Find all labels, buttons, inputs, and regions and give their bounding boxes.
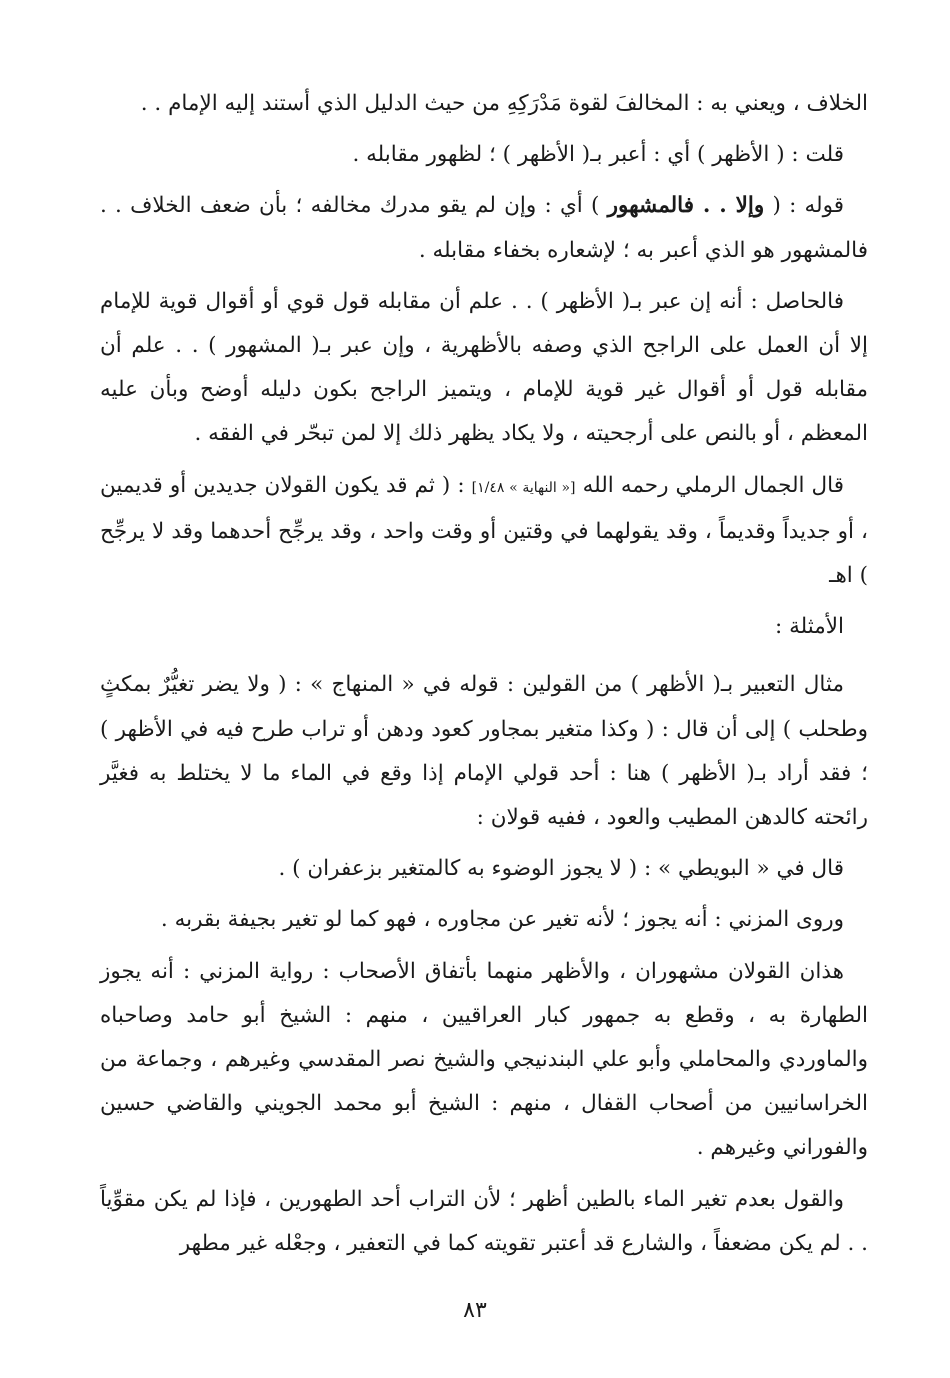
paragraph-6: مثال التعبير بـ( الأظهر ) من القولين : قوله في « المنهاج » : ( ولا يضر تغيُّرٌ بمكثٍ وطحلب ) إلى أن قال : ( وكذا متغير بمجاور كعود ودهن أو تراب طرح فيه في الأظهر ) ؛ فقد أراد بـ( الأظهر ) هنا : أحد قولي الإمام إذا وقع في الماء ما لا يختلط به فغيَّر رائحته كالدهن المطيب والعود ، ففيه قولان : [100,672,868,831]
paragraph-5-start: قال الجمال الرملي رحمه الله [582,472,844,498]
paragraph-10: والقول بعدم تغير الماء بالطين أظهر ؛ لأن التراب أحد الطهورين ، فإذا لم يكن مقوِّياً . . لم يكن مضعفاً ، والشارع قد أعتبر تقويته كما في التعفير ، وجعْله غير مطهر [100,1186,868,1256]
paragraph-3 [100,184,868,272]
body-text [100,82,868,1266]
paragraph-8: وروى المزني : أنه يجوز ؛ لأنه تغير عن مجاوره ، فهو كما لو تغير بجيفة بقربه . [160,907,844,933]
paragraph-9: هذان القولان مشهوران ، والأظهر منهما بأتفاق الأصحاب : رواية المزني : أنه يجوز الطهارة به ، وقطع به جمهور كبار العراقيين ، منهم : الشيخ أبو حامد وصاحباه والماوردي والمحاملي وأبو علي البندنيجي والشيخ نصر المقدسي وغيرهم ، وجماعة من الخراسانيين من أصحاب القفال ، منهم : الشيخ أبو محمد الجويني والقاضي حسين والفوراني وغيرهم . [100,958,868,1161]
paragraph-5 [100,464,868,599]
paragraph-3-start: قوله : ( [772,193,844,219]
section-heading: الأمثلة : [775,614,844,640]
page-number: ٨٣ [463,1298,487,1323]
paragraph-1: الخلاف ، ويعني به : المخالفَ لقوة مَدْرَكِهِ من حيث الدليل الذي أستند إليه الإمام . . [140,91,868,116]
paragraph-7: قال في « البويطي » : ( لا يجوز الوضوء به كالمتغير بزعفران ) . [278,856,844,882]
paragraph-4: فالحاصل : أنه إن عبر بـ( الأظهر ) . . علم أن مقابله قول قوي أو أقوال قوية للإمام إلا أن العمل على الراجح الذي وصفه بالأظهرية ، وإن عبر بـ( المشهور ) . . علم أن مقابله قول أو أقوال غير قوية للإمام ، ويتميز الراجح بكون دليله أوضح وبأن عليه المعظم ، أو بالنص على أرجحيته ، ولا يكاد يظهر ذلك إلا لمن تبحّر في الفقه . [100,288,868,447]
paragraph-2: قلت : ( الأظهر ) أي : أعبر بـ( الأظهر ) ؛ لظهور مقابله . [352,142,844,168]
paragraph-5-rest: : ( ثم قد يكون القولان جديدين أو قديمين ، أو جديداً وقديماً ، وقد يقولهما في وقتين أو وقت واحد ، وقد يرجِّح أحدهما وقد لا يرجِّح ) اهـ [100,472,868,589]
paragraph-3-rest: ) أي : وإن لم يقو مدرك مخالفه ؛ بأن ضعف الخلاف . . فالمشهور هو الذي أعبر به ؛ لإشعاره بخفاء مقابله . [100,193,868,263]
source-reference: [« النهاية » ١/٤٨] [471,479,576,496]
quoted-term: وإلا . . فالمشهور [607,193,765,219]
